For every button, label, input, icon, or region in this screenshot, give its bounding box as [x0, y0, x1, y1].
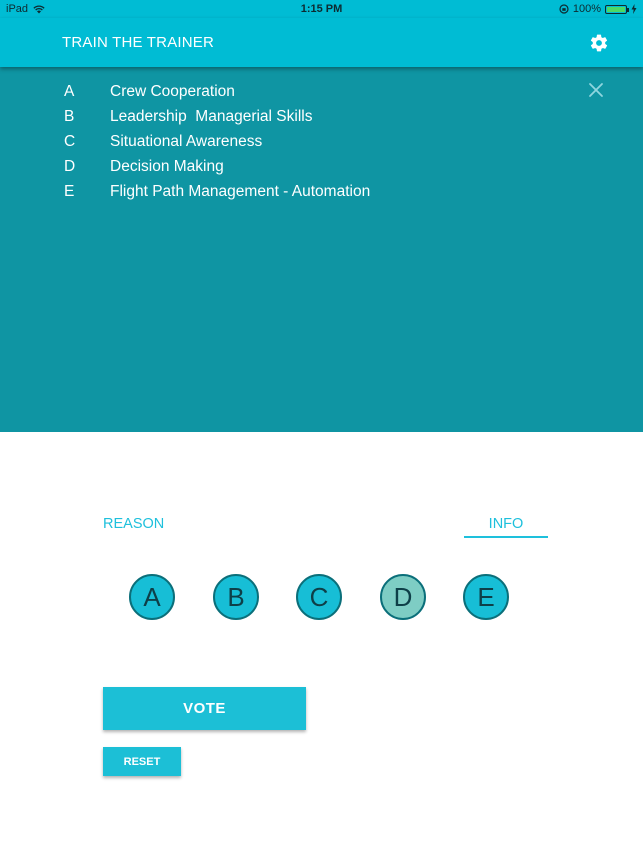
- option-text: Decision Making: [110, 158, 224, 175]
- option-letter: D: [64, 158, 76, 175]
- option-text: Leadership Managerial Skills: [110, 108, 313, 125]
- tab-info[interactable]: INFO: [488, 516, 524, 532]
- option-letter: E: [64, 183, 75, 200]
- choice-button-a[interactable]: A: [129, 574, 175, 620]
- choice-button-e[interactable]: E: [463, 574, 509, 620]
- tab-reason[interactable]: REASON: [103, 516, 165, 532]
- vote-button[interactable]: VOTE: [103, 687, 306, 730]
- status-bar: [0, 0, 643, 18]
- device-label: iPad: [6, 3, 29, 15]
- choice-button-d[interactable]: D: [380, 574, 426, 620]
- battery-icon: [605, 5, 627, 14]
- option-letter: A: [64, 83, 75, 100]
- option-text: Situational Awareness: [110, 133, 263, 150]
- option-letter: B: [64, 108, 75, 125]
- choice-button-c[interactable]: C: [296, 574, 342, 620]
- tab-info-underline: [464, 536, 548, 538]
- status-time: 1:15 PM: [300, 3, 343, 15]
- option-letter: C: [64, 133, 76, 150]
- close-icon[interactable]: [588, 82, 604, 98]
- option-text: Flight Path Management - Automation: [110, 183, 371, 200]
- options-panel: [0, 67, 643, 432]
- choice-button-b[interactable]: B: [213, 574, 259, 620]
- page-title: TRAIN THE TRAINER: [62, 34, 215, 51]
- orientation-lock-icon: [559, 4, 569, 14]
- battery-percent: 100%: [572, 3, 601, 15]
- app-bar: [0, 18, 643, 67]
- reset-button[interactable]: RESET: [103, 747, 181, 776]
- option-text: Crew Cooperation: [110, 83, 235, 100]
- charging-icon: [631, 4, 637, 14]
- gear-icon[interactable]: [589, 33, 609, 53]
